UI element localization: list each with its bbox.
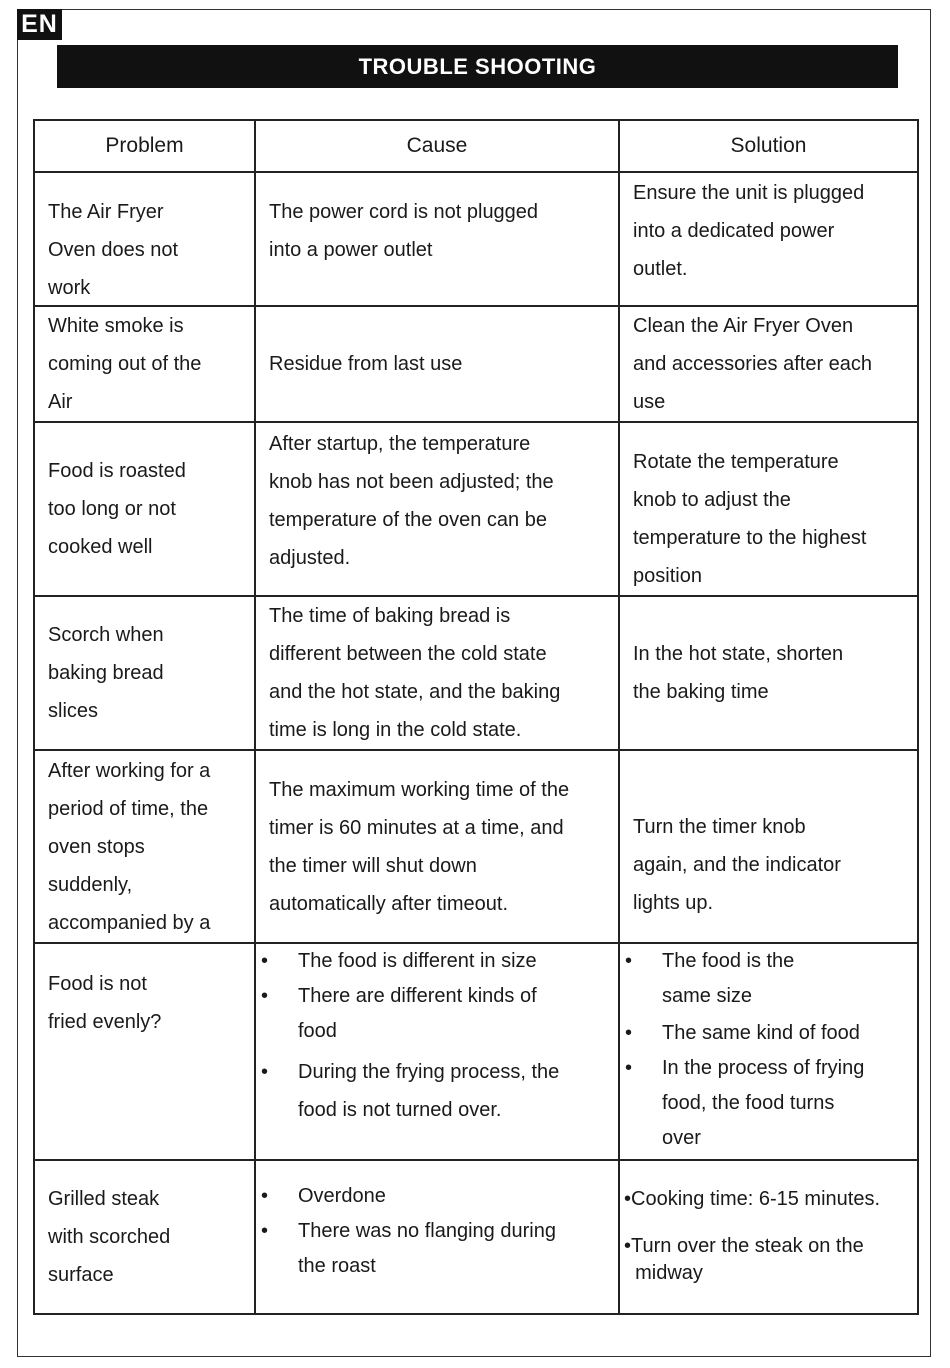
list-item: • The same kind of food	[625, 1022, 860, 1044]
solution-bullet-list	[620, 944, 917, 1156]
cause-cell: The time of baking bread is different between the cold state and the hot state, and the baking time is long in the cold state.	[256, 597, 620, 749]
troubleshooting-table	[33, 119, 919, 1315]
solution-cell: Rotate the temperature knob to adjust the temperature to the highest position	[633, 451, 867, 587]
cause-bullet-list	[256, 944, 618, 1129]
table-row	[35, 944, 917, 1161]
cause-cell	[256, 1161, 620, 1313]
cause-cell	[256, 944, 620, 1159]
table-header-row	[35, 121, 917, 173]
cause-bullet-list	[256, 1179, 618, 1284]
solution-cell: Ensure the unit is plugged into a dedicated power outlet.	[633, 182, 865, 280]
table-row	[35, 307, 917, 423]
list-item: • There was no flanging during the roast	[261, 1220, 556, 1277]
problem-cell: Grilled steak with scorched surface	[35, 1161, 256, 1313]
list-item: • The food is different in size	[261, 950, 537, 972]
list-item: • In the process of frying food, the food turns over	[625, 1057, 865, 1149]
list-item: • The food is the same size	[625, 950, 795, 1007]
header-solution: Solution	[730, 134, 807, 157]
cause-cell: The power cord is not plugged into a power outlet	[256, 173, 620, 305]
problem-cell: The Air Fryer Oven does not work	[35, 173, 256, 305]
problem-cell: After working for a period of time, the oven stops suddenly, accompanied by a	[35, 751, 256, 942]
table-row	[35, 1161, 917, 1313]
cause-cell: The maximum working time of the timer is 60 minutes at a time, and the timer will shut down automatically after timeout.	[256, 751, 620, 942]
solution-cell: In the hot state, shorten the baking time	[633, 643, 844, 703]
problem-cell: Scorch when baking bread slices	[35, 597, 256, 749]
problem-cell: White smoke is coming out of the Air	[35, 307, 256, 421]
table-row	[35, 597, 917, 751]
section-title: TROUBLE SHOOTING	[57, 45, 898, 88]
problem-cell: Food is roasted too long or not cooked well	[35, 423, 256, 595]
solution-cell: Turn the timer knob again, and the indicator lights up.	[633, 816, 841, 914]
solution-cell: •Cooking time: 6-15 minutes. •Turn over the steak on the midway	[624, 1188, 881, 1284]
solution-cell: Clean the Air Fryer Oven and accessories after each use	[633, 315, 873, 413]
language-tag: EN	[17, 9, 62, 40]
table-row	[35, 173, 917, 307]
header-problem: Problem	[35, 121, 256, 171]
cause-cell: Residue from last use	[256, 307, 620, 421]
header-cause: Cause	[256, 121, 620, 171]
solution-cell	[620, 944, 917, 1159]
table-row	[35, 751, 917, 944]
list-item: • Overdone	[261, 1185, 386, 1207]
cause-cell: After startup, the temperature knob has not been adjusted; the temperature of the oven can be adjusted.	[256, 423, 620, 595]
list-item: • There are different kinds of food	[261, 985, 537, 1042]
problem-cell: Food is not fried evenly?	[35, 944, 256, 1159]
table-row	[35, 423, 917, 597]
list-item: • During the frying process, the food is not turned over.	[261, 1061, 560, 1121]
